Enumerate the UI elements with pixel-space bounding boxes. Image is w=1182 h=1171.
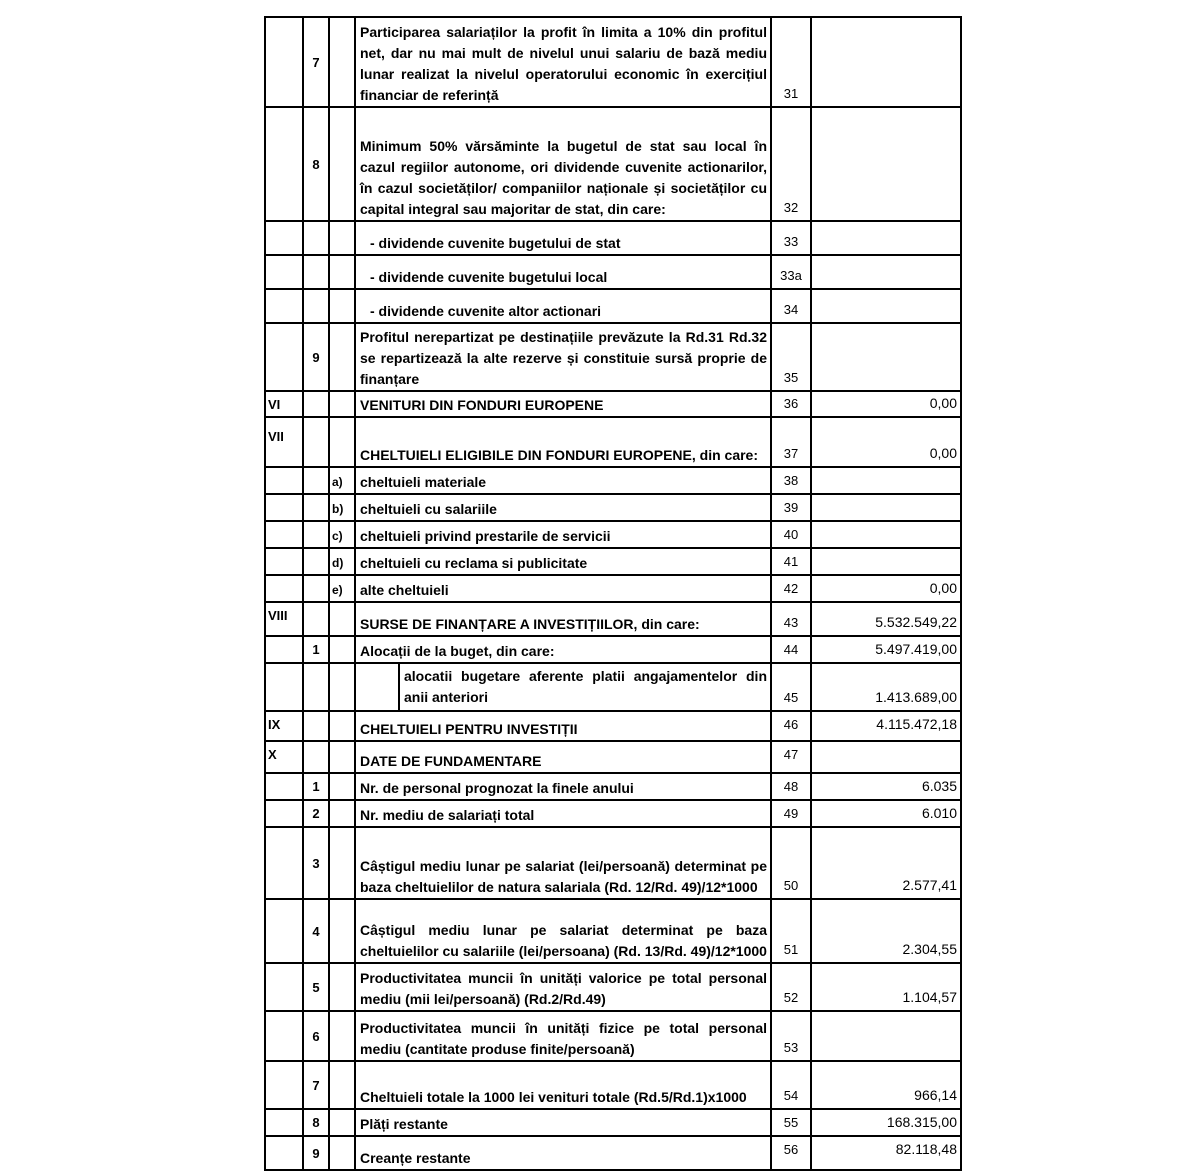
value-cell: 6.010: [811, 800, 961, 827]
indicator-description-cell: cheltuieli privind prestarile de servicii: [355, 521, 771, 548]
table-row: [265, 17, 961, 107]
indicator-description-cell: alte cheltuieli: [355, 575, 771, 602]
table-row: [265, 1011, 961, 1061]
row-number-cell: 9: [303, 1136, 329, 1170]
indicator-description-cell: VENITURI DIN FONDURI EUROPENE: [355, 391, 771, 417]
sub-letter-cell: [329, 1109, 355, 1136]
indicator-description-cell: - dividende cuvenite bugetului local: [355, 255, 771, 289]
value-cell: 0,00: [811, 575, 961, 602]
section-roman-cell: [265, 1061, 303, 1109]
sub-letter-cell: [329, 827, 355, 899]
sub-letter-cell: [329, 800, 355, 827]
indicator-description-cell: Profitul nerepartizat pe destinațiile prevăzute la Rd.31 Rd.32 se repartizează la alte rezerve și constituie sursă proprie de finanțare: [355, 323, 771, 391]
sub-letter-cell: a): [329, 467, 355, 494]
rd-code-cell: 50: [771, 827, 811, 899]
rd-code-cell: 33: [771, 221, 811, 255]
budget-table-page: [264, 16, 960, 1171]
table-row: [265, 521, 961, 548]
section-roman-cell: [265, 1109, 303, 1136]
table-row: [265, 1109, 961, 1136]
sub-letter-cell: [329, 773, 355, 800]
rd-code-cell: 44: [771, 636, 811, 663]
value-cell: [811, 741, 961, 773]
rd-code-cell: 45: [771, 663, 811, 711]
value-cell: 5.497.419,00: [811, 636, 961, 663]
table-body: [265, 17, 961, 1170]
sub-letter-cell: [329, 17, 355, 107]
sub-letter-cell: [329, 741, 355, 773]
table-row: [265, 548, 961, 575]
rd-code-cell: 33a: [771, 255, 811, 289]
section-roman-cell: [265, 17, 303, 107]
section-roman-cell: [265, 800, 303, 827]
section-roman-cell: [265, 255, 303, 289]
sub-letter-cell: [329, 963, 355, 1011]
row-number-cell: [303, 711, 329, 741]
row-number-cell: [303, 575, 329, 602]
sub-letter-cell: e): [329, 575, 355, 602]
indicator-description-cell: Plăți restante: [355, 1109, 771, 1136]
value-cell: [811, 221, 961, 255]
row-number-cell: 1: [303, 636, 329, 663]
section-roman-cell: [265, 1011, 303, 1061]
rd-code-cell: 40: [771, 521, 811, 548]
table-row: [265, 636, 961, 663]
indicator-description-cell: Cheltuieli totale la 1000 lei venituri totale (Rd.5/Rd.1)x1000: [355, 1061, 771, 1109]
sub-letter-cell: [329, 323, 355, 391]
sub-letter-cell: [329, 255, 355, 289]
table-row: [265, 711, 961, 741]
row-number-cell: [303, 521, 329, 548]
value-cell: [811, 107, 961, 221]
table-row: [265, 963, 961, 1011]
value-cell: [811, 494, 961, 521]
rd-code-cell: 55: [771, 1109, 811, 1136]
table-row: [265, 323, 961, 391]
indicator-description-cell: Productivitatea muncii în unități fizice pe total personal mediu (cantitate produse finite/persoană): [355, 1011, 771, 1061]
value-cell: [811, 289, 961, 323]
value-cell: 82.118,48: [811, 1136, 961, 1170]
row-number-cell: [303, 602, 329, 636]
section-roman-cell: [265, 548, 303, 575]
section-roman-cell: [265, 323, 303, 391]
indicator-description-cell: Minimum 50% vărsăminte la bugetul de stat sau local în cazul regiilor autonome, ori dividende cuvenite actionarilor, în cazul societăților/ companiilor naționale și societăților cu capital integral sau majoritar de stat, din care:: [355, 107, 771, 221]
rd-code-cell: 46: [771, 711, 811, 741]
sub-letter-cell: [329, 391, 355, 417]
section-roman-cell: [265, 899, 303, 963]
indicator-description-cell: - dividende cuvenite altor actionari: [355, 289, 771, 323]
indicator-description: alocatii bugetare aferente platii angajamentelor din anii anteriori: [404, 668, 767, 705]
row-number-cell: 3: [303, 827, 329, 899]
rd-code-cell: 31: [771, 17, 811, 107]
value-cell: 0,00: [811, 417, 961, 467]
row-number-cell: 4: [303, 899, 329, 963]
value-cell: [811, 1011, 961, 1061]
section-roman-cell: VII: [265, 417, 303, 467]
rd-code-cell: 52: [771, 963, 811, 1011]
value-cell: 168.315,00: [811, 1109, 961, 1136]
sub-letter-cell: [329, 1136, 355, 1170]
rd-code-cell: 37: [771, 417, 811, 467]
section-roman-cell: [265, 467, 303, 494]
sub-letter-cell: [329, 899, 355, 963]
table-row: [265, 602, 961, 636]
value-cell: 2.304,55: [811, 899, 961, 963]
row-number-cell: 8: [303, 1109, 329, 1136]
section-roman-cell: IX: [265, 711, 303, 741]
indicator-description-cell: - dividende cuvenite bugetului de stat: [355, 221, 771, 255]
indicator-description-cell: SURSE DE FINANȚARE A INVESTIȚIILOR, din care:: [355, 602, 771, 636]
value-cell: 1.104,57: [811, 963, 961, 1011]
section-roman-cell: VI: [265, 391, 303, 417]
rd-code-cell: 48: [771, 773, 811, 800]
indicator-description-cell: Nr. de personal prognozat la finele anului: [355, 773, 771, 800]
table-row: [265, 827, 961, 899]
table-row: [265, 575, 961, 602]
section-roman-cell: [265, 221, 303, 255]
indicator-description-cell: cheltuieli cu salariile: [355, 494, 771, 521]
section-roman-cell: [265, 107, 303, 221]
indicator-description-cell: [355, 663, 771, 711]
budget-indicators-table: [264, 16, 962, 1171]
table-row: [265, 1061, 961, 1109]
value-cell: [811, 255, 961, 289]
row-number-cell: 8: [303, 107, 329, 221]
indicator-description-cell: cheltuieli cu reclama si publicitate: [355, 548, 771, 575]
row-number-cell: [303, 663, 329, 711]
table-row: [265, 467, 961, 494]
row-number-cell: 2: [303, 800, 329, 827]
rd-code-cell: 34: [771, 289, 811, 323]
row-number-cell: [303, 548, 329, 575]
rd-code-cell: 53: [771, 1011, 811, 1061]
sub-letter-cell: [329, 221, 355, 255]
section-roman-cell: [265, 521, 303, 548]
section-roman-cell: VIII: [265, 602, 303, 636]
value-cell: 0,00: [811, 391, 961, 417]
indicator-description-cell: CHELTUIELI PENTRU INVESTIȚII: [355, 711, 771, 741]
rd-code-cell: 35: [771, 323, 811, 391]
row-number-cell: 9: [303, 323, 329, 391]
section-roman-cell: [265, 575, 303, 602]
rd-code-cell: 56: [771, 1136, 811, 1170]
rd-code-cell: 51: [771, 899, 811, 963]
row-number-cell: [303, 494, 329, 521]
indicator-description-cell: Nr. mediu de salariați total: [355, 800, 771, 827]
value-cell: [811, 323, 961, 391]
sub-letter-cell: [329, 663, 355, 711]
value-cell: 966,14: [811, 1061, 961, 1109]
table-row: [265, 741, 961, 773]
row-number-cell: 1: [303, 773, 329, 800]
indicator-description-cell: cheltuieli materiale: [355, 467, 771, 494]
indicator-description-cell: Câștigul mediu lunar pe salariat (lei/persoană) determinat pe baza cheltuielilor de natura salariala (Rd. 12/Rd. 49)/12*1000: [355, 827, 771, 899]
indicator-description-cell: Câștigul mediu lunar pe salariat determinat pe baza cheltuielilor cu salariile (lei/persoana) (Rd. 13/Rd. 49)/12*1000: [355, 899, 771, 963]
value-cell: [811, 521, 961, 548]
value-cell: [811, 548, 961, 575]
section-roman-cell: [265, 963, 303, 1011]
value-cell: 4.115.472,18: [811, 711, 961, 741]
table-row: [265, 773, 961, 800]
indicator-description-cell: Alocații de la buget, din care:: [355, 636, 771, 663]
table-row: [265, 1136, 961, 1170]
value-cell: 6.035: [811, 773, 961, 800]
sub-letter-cell: [329, 1061, 355, 1109]
section-roman-cell: [265, 827, 303, 899]
rd-code-cell: 54: [771, 1061, 811, 1109]
table-row: [265, 663, 961, 711]
row-number-cell: [303, 221, 329, 255]
row-number-cell: [303, 391, 329, 417]
nested-indent-cell: [356, 664, 400, 710]
section-roman-cell: [265, 1136, 303, 1170]
rd-code-cell: 41: [771, 548, 811, 575]
sub-letter-cell: b): [329, 494, 355, 521]
row-number-cell: 5: [303, 963, 329, 1011]
indicator-description-cell: Creanțe restante: [355, 1136, 771, 1170]
section-roman-cell: X: [265, 741, 303, 773]
sub-letter-cell: [329, 417, 355, 467]
rd-code-cell: 38: [771, 467, 811, 494]
row-number-cell: [303, 417, 329, 467]
sub-letter-cell: [329, 1011, 355, 1061]
indicator-description-cell: CHELTUIELI ELIGIBILE DIN FONDURI EUROPENE, din care:: [355, 417, 771, 467]
row-number-cell: [303, 255, 329, 289]
sub-letter-cell: [329, 602, 355, 636]
sub-letter-cell: c): [329, 521, 355, 548]
row-number-cell: 6: [303, 1011, 329, 1061]
table-row: [265, 255, 961, 289]
section-roman-cell: [265, 289, 303, 323]
row-number-cell: 7: [303, 1061, 329, 1109]
sub-letter-cell: [329, 289, 355, 323]
table-row: [265, 391, 961, 417]
sub-letter-cell: [329, 636, 355, 663]
table-row: [265, 899, 961, 963]
rd-code-cell: 49: [771, 800, 811, 827]
row-number-cell: [303, 741, 329, 773]
table-row: [265, 107, 961, 221]
value-cell: 5.532.549,22: [811, 602, 961, 636]
sub-letter-cell: [329, 711, 355, 741]
sub-letter-cell: d): [329, 548, 355, 575]
value-cell: [811, 467, 961, 494]
section-roman-cell: [265, 773, 303, 800]
table-row: [265, 417, 961, 467]
table-row: [265, 494, 961, 521]
value-cell: 2.577,41: [811, 827, 961, 899]
indicator-description-cell: DATE DE FUNDAMENTARE: [355, 741, 771, 773]
row-number-cell: [303, 467, 329, 494]
section-roman-cell: [265, 494, 303, 521]
indicator-description-cell: Participarea salariaților la profit în limita a 10% din profitul net, dar nu mai mult de nivelul unui salariu de bază mediu lunar realizat la nivelul operatorului economic în exercițiul financiar de referință: [355, 17, 771, 107]
rd-code-cell: 43: [771, 602, 811, 636]
rd-code-cell: 32: [771, 107, 811, 221]
rd-code-cell: 42: [771, 575, 811, 602]
section-roman-cell: [265, 636, 303, 663]
rd-code-cell: 47: [771, 741, 811, 773]
row-number-cell: [303, 289, 329, 323]
row-number-cell: 7: [303, 17, 329, 107]
section-roman-cell: [265, 663, 303, 711]
rd-code-cell: 36: [771, 391, 811, 417]
value-cell: 1.413.689,00: [811, 663, 961, 711]
rd-code-cell: 39: [771, 494, 811, 521]
indicator-description-cell: Productivitatea muncii în unități valorice pe total personal mediu (mii lei/persoană) (Rd.2/Rd.49): [355, 963, 771, 1011]
sub-letter-cell: [329, 107, 355, 221]
nested-description-wrapper: [356, 664, 770, 710]
table-row: [265, 800, 961, 827]
table-row: [265, 221, 961, 255]
table-row: [265, 289, 961, 323]
value-cell: [811, 17, 961, 107]
